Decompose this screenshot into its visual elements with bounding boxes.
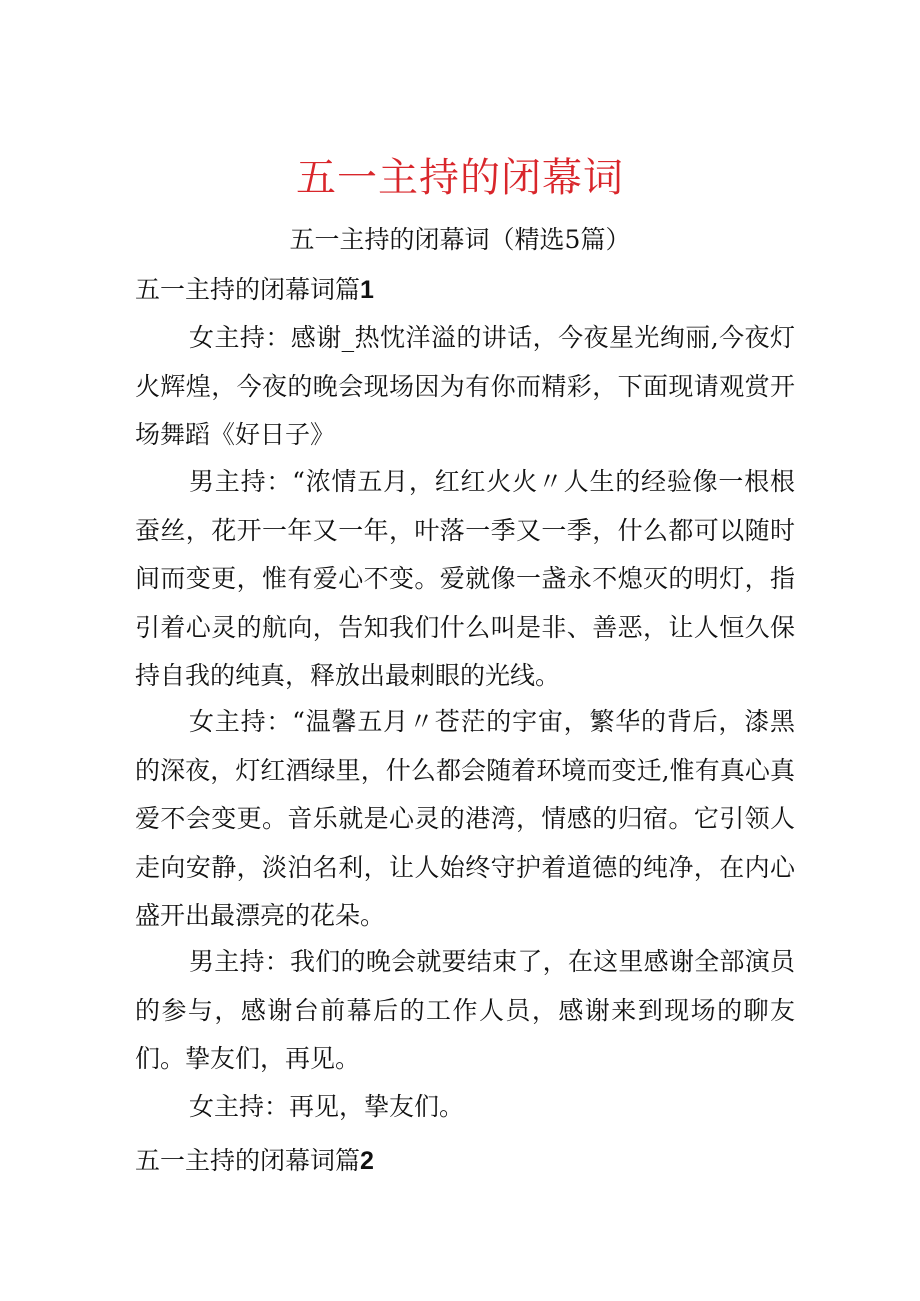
section-number: 2: [360, 1147, 374, 1175]
section-number: 1: [360, 276, 374, 304]
paragraph: 男主持：我们的晚会就要结束了，在这里感谢全部演员的参与，感谢台前幕后的工作人员，感谢来到现场的聊友们。挚友们，再见。: [135, 947, 795, 1073]
paragraph: 女主持：“温馨五月〃苍茫的宇宙，繁华的背后，漆黑的深夜，灯红酒绿里，什么都会随着环境而变迁,惟有真心真爱不会变更。音乐就是心灵的港湾，情感的归宿。它引领人走向安静，淡泊名利，让人始终守护着道德的纯净，在内心盛开出最漂亮的花朵。: [135, 707, 795, 930]
document-subtitle: 五一主持的闭幕词（精选5篇）: [289, 225, 631, 254]
paragraph: 女主持：感谢_热忱洋溢的讲话，今夜星光绚丽,今夜灯火辉煌，今夜的晚会现场因为有你而精彩，下面现请观赏开场舞蹈《好日子》: [135, 323, 795, 449]
document-title: 五一主持的闭幕词: [296, 155, 624, 201]
paragraph: 女主持：再见，挚友们。: [189, 1092, 465, 1121]
paragraph: 男主持：“浓情五月，红红火火〃人生的经验像一根根蚕丝，花开一年又一年，叶落一季又一季，什么都可以随时间而变更，惟有爱心不变。爱就像一盏永不熄灭的明灯，指引着心灵的航向，告知我们什么叫是非、善恶，让人恒久保持自我的纯真，释放出最刺眼的光线。: [135, 467, 795, 690]
section-heading-1: [135, 272, 374, 308]
section-heading-text: 五一主持的闭幕词篇: [135, 1146, 361, 1175]
section-heading-text: 五一主持的闭幕词篇: [135, 275, 361, 304]
section-heading-2: [135, 1143, 374, 1179]
